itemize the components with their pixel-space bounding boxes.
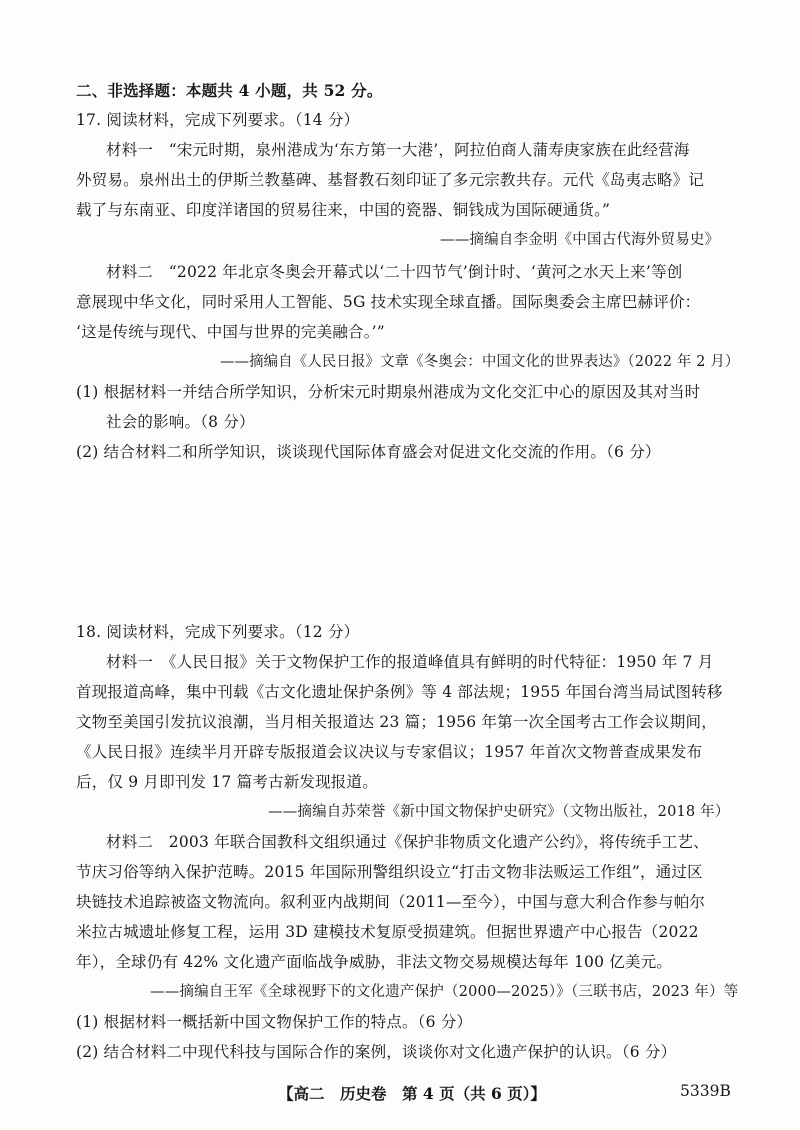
q18-material2-line3: 块链技术追踪被盗文物流向。叙利亚内战期间（2011—至今），中国与意大利合作参与帕尔 bbox=[76, 893, 706, 911]
q18-material2-line5: 年），全球仍有 42% 文化遗产面临战争威胁，非法文物交易规模达每年 100 亿美元。 bbox=[76, 953, 673, 971]
q17-subquestion-1-line1: (1) 根据材料一并结合所学知识，分析宋元时期泉州港成为文化交汇中心的原因及其对当时 bbox=[76, 383, 701, 401]
q18-material2-source: ——摘编自王军《全球视野下的文化遗产保护（2000—2025）》（三联书店，2023 年）等 bbox=[150, 984, 739, 1000]
q18-title: 18. 阅读材料，完成下列要求。（12 分） bbox=[76, 623, 360, 641]
q17-title: 17. 阅读材料，完成下列要求。（14 分） bbox=[76, 111, 360, 129]
q17-material2-line1: 材料二 “2022 年北京冬奥会开幕式以‘二十四节气’倒计时、‘黄河之水天上来’等创 bbox=[106, 263, 683, 281]
q17-subquestion-1-line2: 社会的影响。（8 分） bbox=[106, 413, 255, 431]
q18-material2-line1: 材料二 2003 年联合国教科文组织通过《保护非物质文化遗产公约》，将传统手工艺、 bbox=[106, 833, 709, 851]
q18-material1-line5: 后，仅 9 月即刊发 17 篇考古新发现报道。 bbox=[76, 773, 378, 791]
q17-material1-line3: 载了与东南亚、印度洋诸国的贸易往来，中国的瓷器、铜钱成为国际硬通货。” bbox=[76, 201, 611, 219]
q17-material2-line2: 意展现中华文化，同时采用人工智能、5G 技术实现全球直播。国际奥委会主席巴赫评价： bbox=[76, 293, 701, 311]
q18-material1-line4: 《人民日报》连续半月开辟专版报道会议决议与专家倡议；1957 年首次文物普查成果发布 bbox=[76, 743, 703, 761]
section-heading: 二、非选择题：本题共 4 小题，共 52 分。 bbox=[76, 81, 383, 100]
q17-subquestion-2: (2) 结合材料二和所学知识，谈谈现代国际体育盛会对促进文化交流的作用。（6 分） bbox=[76, 443, 661, 461]
q17-material1-source: ——摘编自李金明《中国古代海外贸易史》 bbox=[440, 232, 720, 248]
footer-page-info: 【高二 历史卷 第 4 页（共 6 页）】 bbox=[278, 1084, 546, 1103]
q17-material1-line1: 材料一 “宋元时期，泉州港成为‘东方第一大港’，阿拉伯商人蒲寿庚家族在此经营海 bbox=[106, 141, 690, 159]
q18-subquestion-2: (2) 结合材料二中现代科技与国际合作的案例，谈谈你对文化遗产保护的认识。（6 分） bbox=[76, 1043, 677, 1061]
q18-material1-source: ——摘编自苏荣誉《新中国文物保护史研究》（文物出版社，2018 年） bbox=[268, 804, 730, 820]
footer-exam-code: 5339B bbox=[680, 1082, 731, 1100]
q18-material1-line2: 首现报道高峰，集中刊载《古文化遗址保护条例》等 4 部法规；1955 年国台湾当局试图转移 bbox=[76, 683, 723, 701]
q18-material2-line4: 米拉古城遗址修复工程，运用 3D 建模技术复原受损建筑。但据世界遗产中心报告（2022 bbox=[76, 923, 699, 941]
q18-material2-line2: 节庆习俗等纳入保护范畴。2015 年国际刑警组织设立“打击文物非法贩运工作组”，通过区 bbox=[76, 863, 703, 881]
page-footer bbox=[0, 1082, 800, 1106]
q18-subquestion-1: (1) 根据材料一概括新中国文物保护工作的特点。（6 分） bbox=[76, 1013, 473, 1031]
q17-material1-line2: 外贸易。泉州出土的伊斯兰教墓碑、基督教石刻印证了多元宗教共存。元代《岛夷志略》记 bbox=[76, 171, 705, 189]
q18-material1-line3: 文物至美国引发抗议浪潮，当月相关报道达 23 篇；1956 年第一次全国考古工作会议期间， bbox=[76, 713, 717, 731]
q18-material1-line1: 材料一 《人民日报》关于文物保护工作的报道峰值具有鲜明的时代特征：1950 年 7 月 bbox=[106, 653, 714, 671]
q17-material2-line3: ‘这是传统与现代、中国与世界的完美融合。’” bbox=[76, 323, 385, 341]
q17-material2-source: ——摘编自《人民日报》文章《冬奥会：中国文化的世界表达》（2022 年 2 月） bbox=[220, 354, 740, 370]
